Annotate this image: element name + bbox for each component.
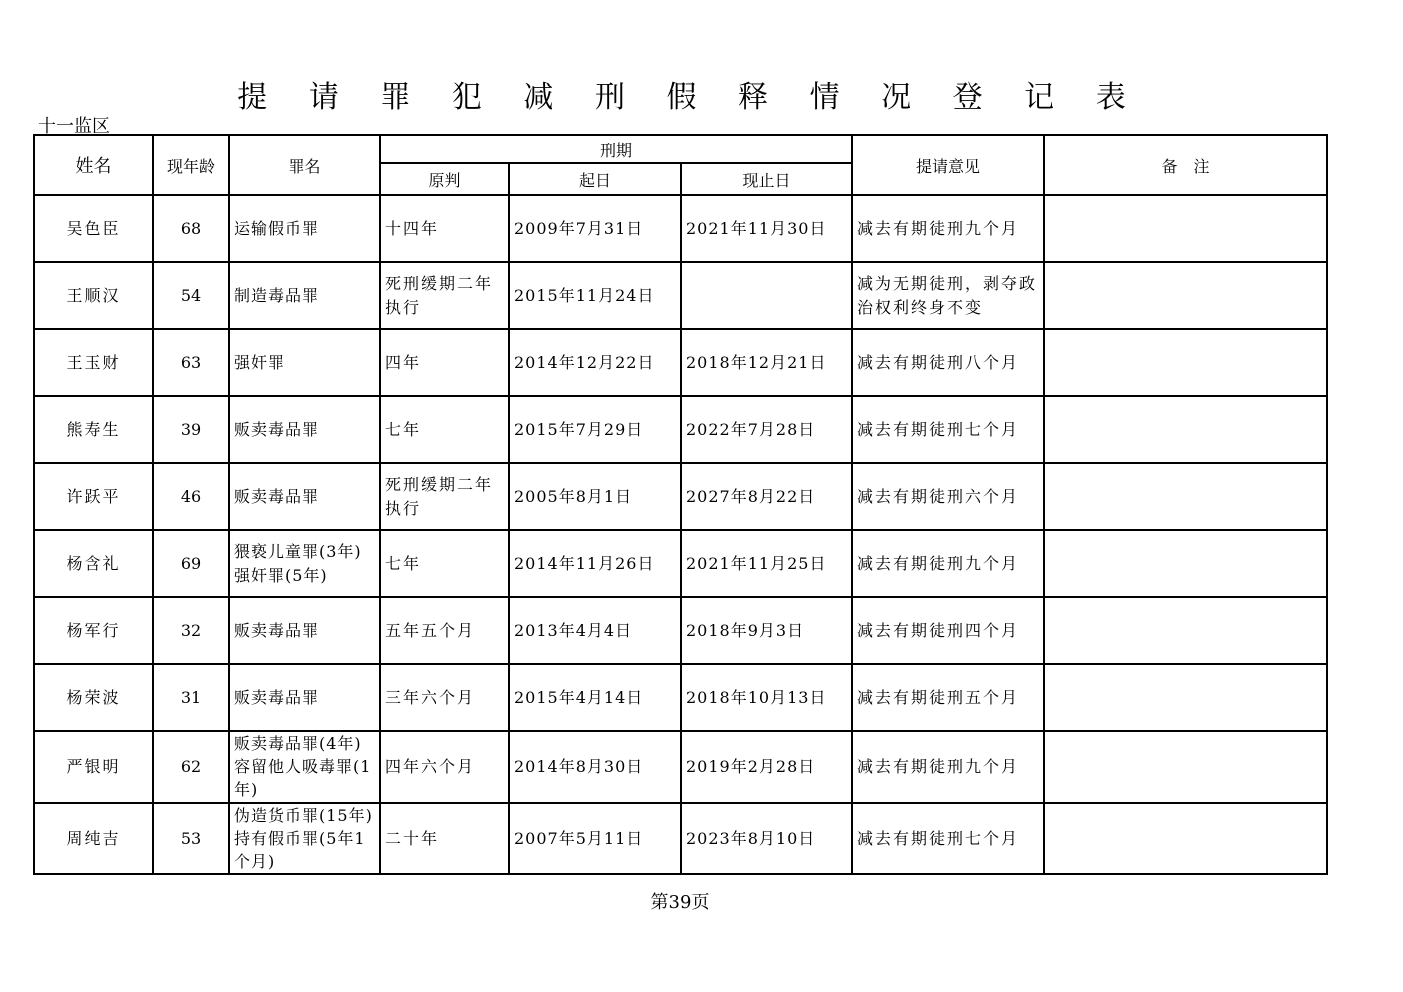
- cell-name: 杨军行: [34, 597, 153, 664]
- cell-crime: 运输假币罪: [229, 195, 380, 262]
- cell-start: 2015年11月24日: [509, 262, 681, 329]
- cell-original: 死刑缓期二年执行: [380, 463, 509, 530]
- cell-age: 54: [153, 262, 229, 329]
- cell-remark: [1044, 329, 1327, 396]
- cell-name: 周纯吉: [34, 803, 153, 875]
- cell-opinion: 减去有期徒刑七个月: [852, 803, 1044, 875]
- cell-remark: [1044, 731, 1327, 803]
- header-original: 原判: [380, 163, 509, 195]
- cell-crime: 强奸罪: [229, 329, 380, 396]
- cell-opinion: 减去有期徒刑九个月: [852, 195, 1044, 262]
- cell-crime: 贩卖毒品罪: [229, 664, 380, 731]
- table-row: [34, 530, 1327, 597]
- cell-original: 十四年: [380, 195, 509, 262]
- cell-start: 2013年4月4日: [509, 597, 681, 664]
- cell-age: 63: [153, 329, 229, 396]
- cell-end: 2021年11月30日: [681, 195, 852, 262]
- cell-start: 2015年7月29日: [509, 396, 681, 463]
- cell-original: 四年六个月: [380, 731, 509, 803]
- cell-end: 2018年9月3日: [681, 597, 852, 664]
- cell-opinion: 减为无期徒刑，剥夺政治权利终身不变: [852, 262, 1044, 329]
- cell-crime: 制造毒品罪: [229, 262, 380, 329]
- cell-opinion: 减去有期徒刑九个月: [852, 731, 1044, 803]
- header-term: 刑期: [380, 135, 852, 163]
- cell-name: 严银明: [34, 731, 153, 803]
- cell-start: 2015年4月14日: [509, 664, 681, 731]
- cell-start: 2014年12月22日: [509, 329, 681, 396]
- cell-crime: 伪造货币罪(15年)持有假币罪(5年1个月): [229, 803, 380, 875]
- table-row: [34, 664, 1327, 731]
- table-row: [34, 396, 1327, 463]
- cell-start: 2009年7月31日: [509, 195, 681, 262]
- cell-name: 杨荣波: [34, 664, 153, 731]
- header-name: 姓名: [34, 135, 153, 195]
- cell-start: 2014年8月30日: [509, 731, 681, 803]
- cell-name: 王玉财: [34, 329, 153, 396]
- cell-opinion: 减去有期徒刑八个月: [852, 329, 1044, 396]
- cell-crime: 贩卖毒品罪: [229, 396, 380, 463]
- cell-opinion: 减去有期徒刑五个月: [852, 664, 1044, 731]
- cell-age: 53: [153, 803, 229, 875]
- cell-end: 2018年10月13日: [681, 664, 852, 731]
- cell-age: 46: [153, 463, 229, 530]
- document-title: 提 请 罪 犯 减 刑 假 释 情 况 登 记 表: [237, 80, 1142, 115]
- header-age: 现年龄: [153, 135, 229, 195]
- cell-end: 2018年12月21日: [681, 329, 852, 396]
- cell-original: 七年: [380, 530, 509, 597]
- cell-name: 吴色臣: [34, 195, 153, 262]
- table-row: [34, 803, 1327, 875]
- cell-opinion: 减去有期徒刑六个月: [852, 463, 1044, 530]
- cell-start: 2014年11月26日: [509, 530, 681, 597]
- cell-name: 许跃平: [34, 463, 153, 530]
- cell-end: 2022年7月28日: [681, 396, 852, 463]
- cell-remark: [1044, 463, 1327, 530]
- header-end: 现止日: [681, 163, 852, 195]
- cell-original: 四年: [380, 329, 509, 396]
- header-remark: 备 注: [1044, 135, 1327, 195]
- table-row: [34, 597, 1327, 664]
- cell-end: 2027年8月22日: [681, 463, 852, 530]
- cell-age: 69: [153, 530, 229, 597]
- cell-remark: [1044, 195, 1327, 262]
- cell-remark: [1044, 396, 1327, 463]
- cell-original: 二十年: [380, 803, 509, 875]
- page-number: 第39页: [650, 892, 710, 913]
- cell-name: 杨含礼: [34, 530, 153, 597]
- cell-remark: [1044, 597, 1327, 664]
- cell-opinion: 减去有期徒刑四个月: [852, 597, 1044, 664]
- cell-end: 2021年11月25日: [681, 530, 852, 597]
- register-table: [33, 134, 1328, 875]
- cell-crime: 贩卖毒品罪(4年)容留他人吸毒罪(1年): [229, 731, 380, 803]
- cell-age: 62: [153, 731, 229, 803]
- cell-opinion: 减去有期徒刑七个月: [852, 396, 1044, 463]
- cell-age: 39: [153, 396, 229, 463]
- cell-end: [681, 262, 852, 329]
- header-start: 起日: [509, 163, 681, 195]
- cell-original: 死刑缓期二年执行: [380, 262, 509, 329]
- unit-label: 十一监区: [38, 116, 110, 137]
- header-crime: 罪名: [229, 135, 380, 195]
- cell-crime: 贩卖毒品罪: [229, 597, 380, 664]
- cell-age: 68: [153, 195, 229, 262]
- cell-name: 王顺汉: [34, 262, 153, 329]
- table-row: [34, 731, 1327, 803]
- cell-end: 2023年8月10日: [681, 803, 852, 875]
- cell-remark: [1044, 664, 1327, 731]
- cell-remark: [1044, 262, 1327, 329]
- header-opinion: 提请意见: [852, 135, 1044, 195]
- cell-remark: [1044, 530, 1327, 597]
- cell-original: 七年: [380, 396, 509, 463]
- cell-crime: 贩卖毒品罪: [229, 463, 380, 530]
- cell-opinion: 减去有期徒刑九个月: [852, 530, 1044, 597]
- cell-original: 三年六个月: [380, 664, 509, 731]
- cell-start: 2005年8月1日: [509, 463, 681, 530]
- cell-age: 32: [153, 597, 229, 664]
- table-row: [34, 329, 1327, 396]
- cell-end: 2019年2月28日: [681, 731, 852, 803]
- cell-original: 五年五个月: [380, 597, 509, 664]
- table-row: [34, 463, 1327, 530]
- cell-start: 2007年5月11日: [509, 803, 681, 875]
- cell-name: 熊寿生: [34, 396, 153, 463]
- cell-remark: [1044, 803, 1327, 875]
- table-row: [34, 195, 1327, 262]
- cell-crime: 猥亵儿童罪(3年)强奸罪(5年): [229, 530, 380, 597]
- cell-age: 31: [153, 664, 229, 731]
- table-row: [34, 262, 1327, 329]
